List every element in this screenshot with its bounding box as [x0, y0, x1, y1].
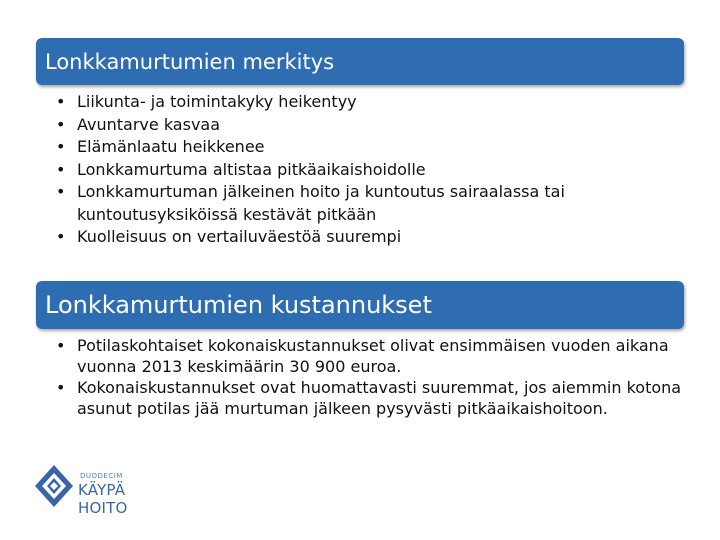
bullet-icon: •	[56, 159, 66, 179]
logo-small-text: DUODECIM	[80, 472, 123, 480]
list-item-text: Lonkkamurtuma altistaa pitkäaikaishoidolle	[77, 159, 426, 179]
list-item	[52, 114, 682, 137]
section-title-text: Lonkkamurtumien merkitys	[45, 49, 335, 74]
list-item-text: Avuntarve kasvaa	[77, 114, 221, 134]
logo-big-text: KÄYPÄ HOITO	[78, 481, 128, 517]
list-item-text: Potilaskohtaiset kokonaiskustannukset olivat ensimmäisen vuoden aikana vuonna 2013 keskimäärin 30 900 euroa.	[77, 336, 669, 376]
section-title-significance	[36, 38, 684, 85]
bullet-icon: •	[56, 92, 66, 111]
list-item	[52, 335, 682, 377]
bullet-icon: •	[56, 137, 66, 156]
list-item-text: Kokonaiskustannukset ovat huomattavasti suuremmat, jos aiemmin kotona asunut potilas jää murtuman jälkeen pysyvästi pitkäaikaishoitoon.	[77, 378, 682, 418]
bullet-icon: •	[56, 114, 66, 134]
list-item	[52, 91, 682, 114]
list-item	[52, 136, 682, 159]
bullet-icon: •	[56, 227, 66, 246]
bullet-icon: •	[56, 336, 66, 355]
significance-list	[52, 91, 682, 249]
list-item	[52, 159, 682, 182]
list-item-text: Kuolleisuus on vertailuväestöä suurempi	[77, 227, 402, 246]
costs-list	[52, 335, 682, 419]
list-item	[52, 377, 682, 419]
diamond-logo-icon	[33, 463, 75, 509]
list-item-text: Liikunta- ja toimintakyky heikentyy	[77, 92, 357, 111]
list-item	[52, 226, 682, 249]
list-item-text: Elämänlaatu heikkenee	[77, 137, 265, 156]
section-title-costs	[36, 281, 684, 329]
list-item-text: Lonkkamurtuman jälkeinen hoito ja kuntoutus sairaalassa tai kuntoutusyksiköissä kestävät pitkään	[77, 182, 565, 224]
kaypa-hoito-logo	[33, 463, 173, 517]
bullet-icon: •	[56, 378, 66, 397]
section-title-text: Lonkkamurtumien kustannukset	[45, 291, 432, 319]
bullet-icon: •	[56, 182, 66, 201]
list-item	[52, 181, 682, 226]
